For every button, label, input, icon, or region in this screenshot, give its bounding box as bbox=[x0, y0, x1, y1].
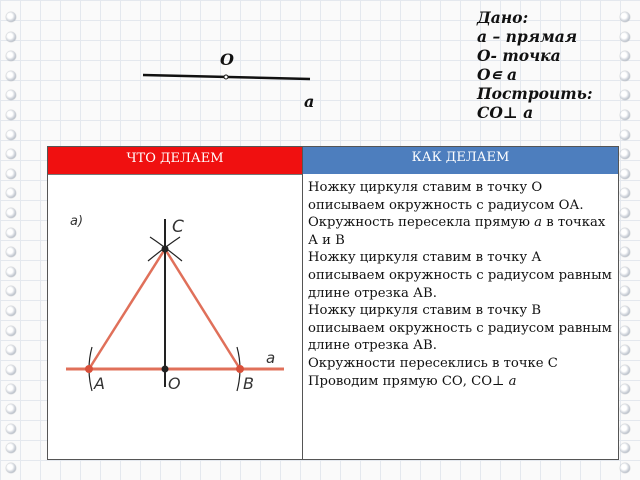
point-a bbox=[85, 365, 93, 373]
binder-ring bbox=[620, 404, 630, 414]
binder-ring bbox=[6, 365, 16, 375]
binder-ring bbox=[6, 463, 16, 473]
binder-ring bbox=[6, 404, 16, 414]
binder-ring bbox=[620, 443, 630, 453]
given-line-1: а – прямая bbox=[477, 27, 578, 46]
binder-ring bbox=[620, 424, 630, 434]
label-a: A bbox=[94, 374, 105, 393]
binder-ring bbox=[620, 149, 630, 159]
binder-ring bbox=[620, 345, 630, 355]
point-b bbox=[236, 365, 244, 373]
binder-ring bbox=[620, 169, 630, 179]
label-b: B bbox=[243, 374, 254, 393]
steps-text bbox=[308, 179, 614, 390]
binder-ring bbox=[6, 169, 16, 179]
step-5: Окружности пересеклись в точке С bbox=[308, 355, 558, 371]
header-how: КАК ДЕЛАЕМ bbox=[303, 147, 618, 174]
point-c bbox=[162, 246, 169, 253]
given-line-3: О∊ а bbox=[477, 65, 518, 84]
given-title: Дано: bbox=[477, 8, 529, 27]
step-2 bbox=[308, 214, 614, 249]
binder-ring bbox=[620, 208, 630, 218]
binder-ring bbox=[620, 286, 630, 296]
steps-table bbox=[47, 146, 619, 460]
step-6-text: Проводим прямую СО, СО⊥ bbox=[308, 373, 505, 389]
binder-ring bbox=[6, 443, 16, 453]
label-c: C bbox=[172, 217, 184, 237]
binder-ring bbox=[620, 326, 630, 336]
step-2-line-symbol: а bbox=[534, 215, 542, 231]
binder-ring bbox=[620, 188, 630, 198]
binder-ring bbox=[6, 424, 16, 434]
step-1: Ножку циркуля ставим в точку О описываем окружность с радиусом ОА. bbox=[308, 180, 584, 213]
point-o-center bbox=[162, 366, 169, 373]
binder-ring bbox=[6, 247, 16, 257]
binder-ring bbox=[620, 267, 630, 277]
binder-ring bbox=[620, 228, 630, 238]
step-3: Ножку циркуля ставим в точку А описываем окружность с радиусом равным длине отрезка АВ. bbox=[308, 250, 612, 301]
binder-ring bbox=[620, 365, 630, 375]
point-o bbox=[224, 75, 228, 79]
fig-label: а) bbox=[70, 214, 84, 229]
construction-drawing bbox=[62, 197, 292, 407]
binder-ring bbox=[620, 463, 630, 473]
binder-ring bbox=[6, 267, 16, 277]
line-a-label: а bbox=[304, 92, 315, 111]
binder-ring bbox=[6, 208, 16, 218]
column-divider bbox=[302, 147, 303, 459]
segment-bc bbox=[165, 249, 240, 369]
segment-ac bbox=[89, 249, 165, 369]
step-2-tail: в точках А и В bbox=[308, 215, 606, 248]
binder-ring bbox=[6, 228, 16, 238]
label-line-a: a bbox=[266, 349, 276, 367]
header-what: ЧТО ДЕЛАЕМ bbox=[48, 147, 302, 175]
binder-ring bbox=[620, 247, 630, 257]
binder-ring bbox=[620, 384, 630, 394]
label-o: O bbox=[168, 374, 181, 393]
given-construct-title: Построить: bbox=[477, 84, 593, 103]
step-6-line-symbol: а bbox=[508, 373, 517, 389]
binder-ring bbox=[6, 286, 16, 296]
step-6 bbox=[308, 373, 614, 391]
binder-ring bbox=[6, 384, 16, 394]
top-figure bbox=[0, 0, 640, 140]
binder-ring bbox=[6, 326, 16, 336]
binder-ring bbox=[6, 306, 16, 316]
given-line-2: О- точка bbox=[477, 46, 561, 65]
binder-ring bbox=[620, 306, 630, 316]
step-4: Ножку циркуля ставим в точку В описываем окружность с радиусом равным длине отрезка АВ. bbox=[308, 303, 612, 354]
step-2-text: Окружность пересекла прямую bbox=[308, 215, 530, 231]
binder-ring bbox=[6, 188, 16, 198]
binder-ring bbox=[6, 149, 16, 159]
point-o-label: О bbox=[220, 50, 234, 69]
given-goal: СО⊥ а bbox=[477, 103, 534, 122]
binder-ring bbox=[6, 345, 16, 355]
